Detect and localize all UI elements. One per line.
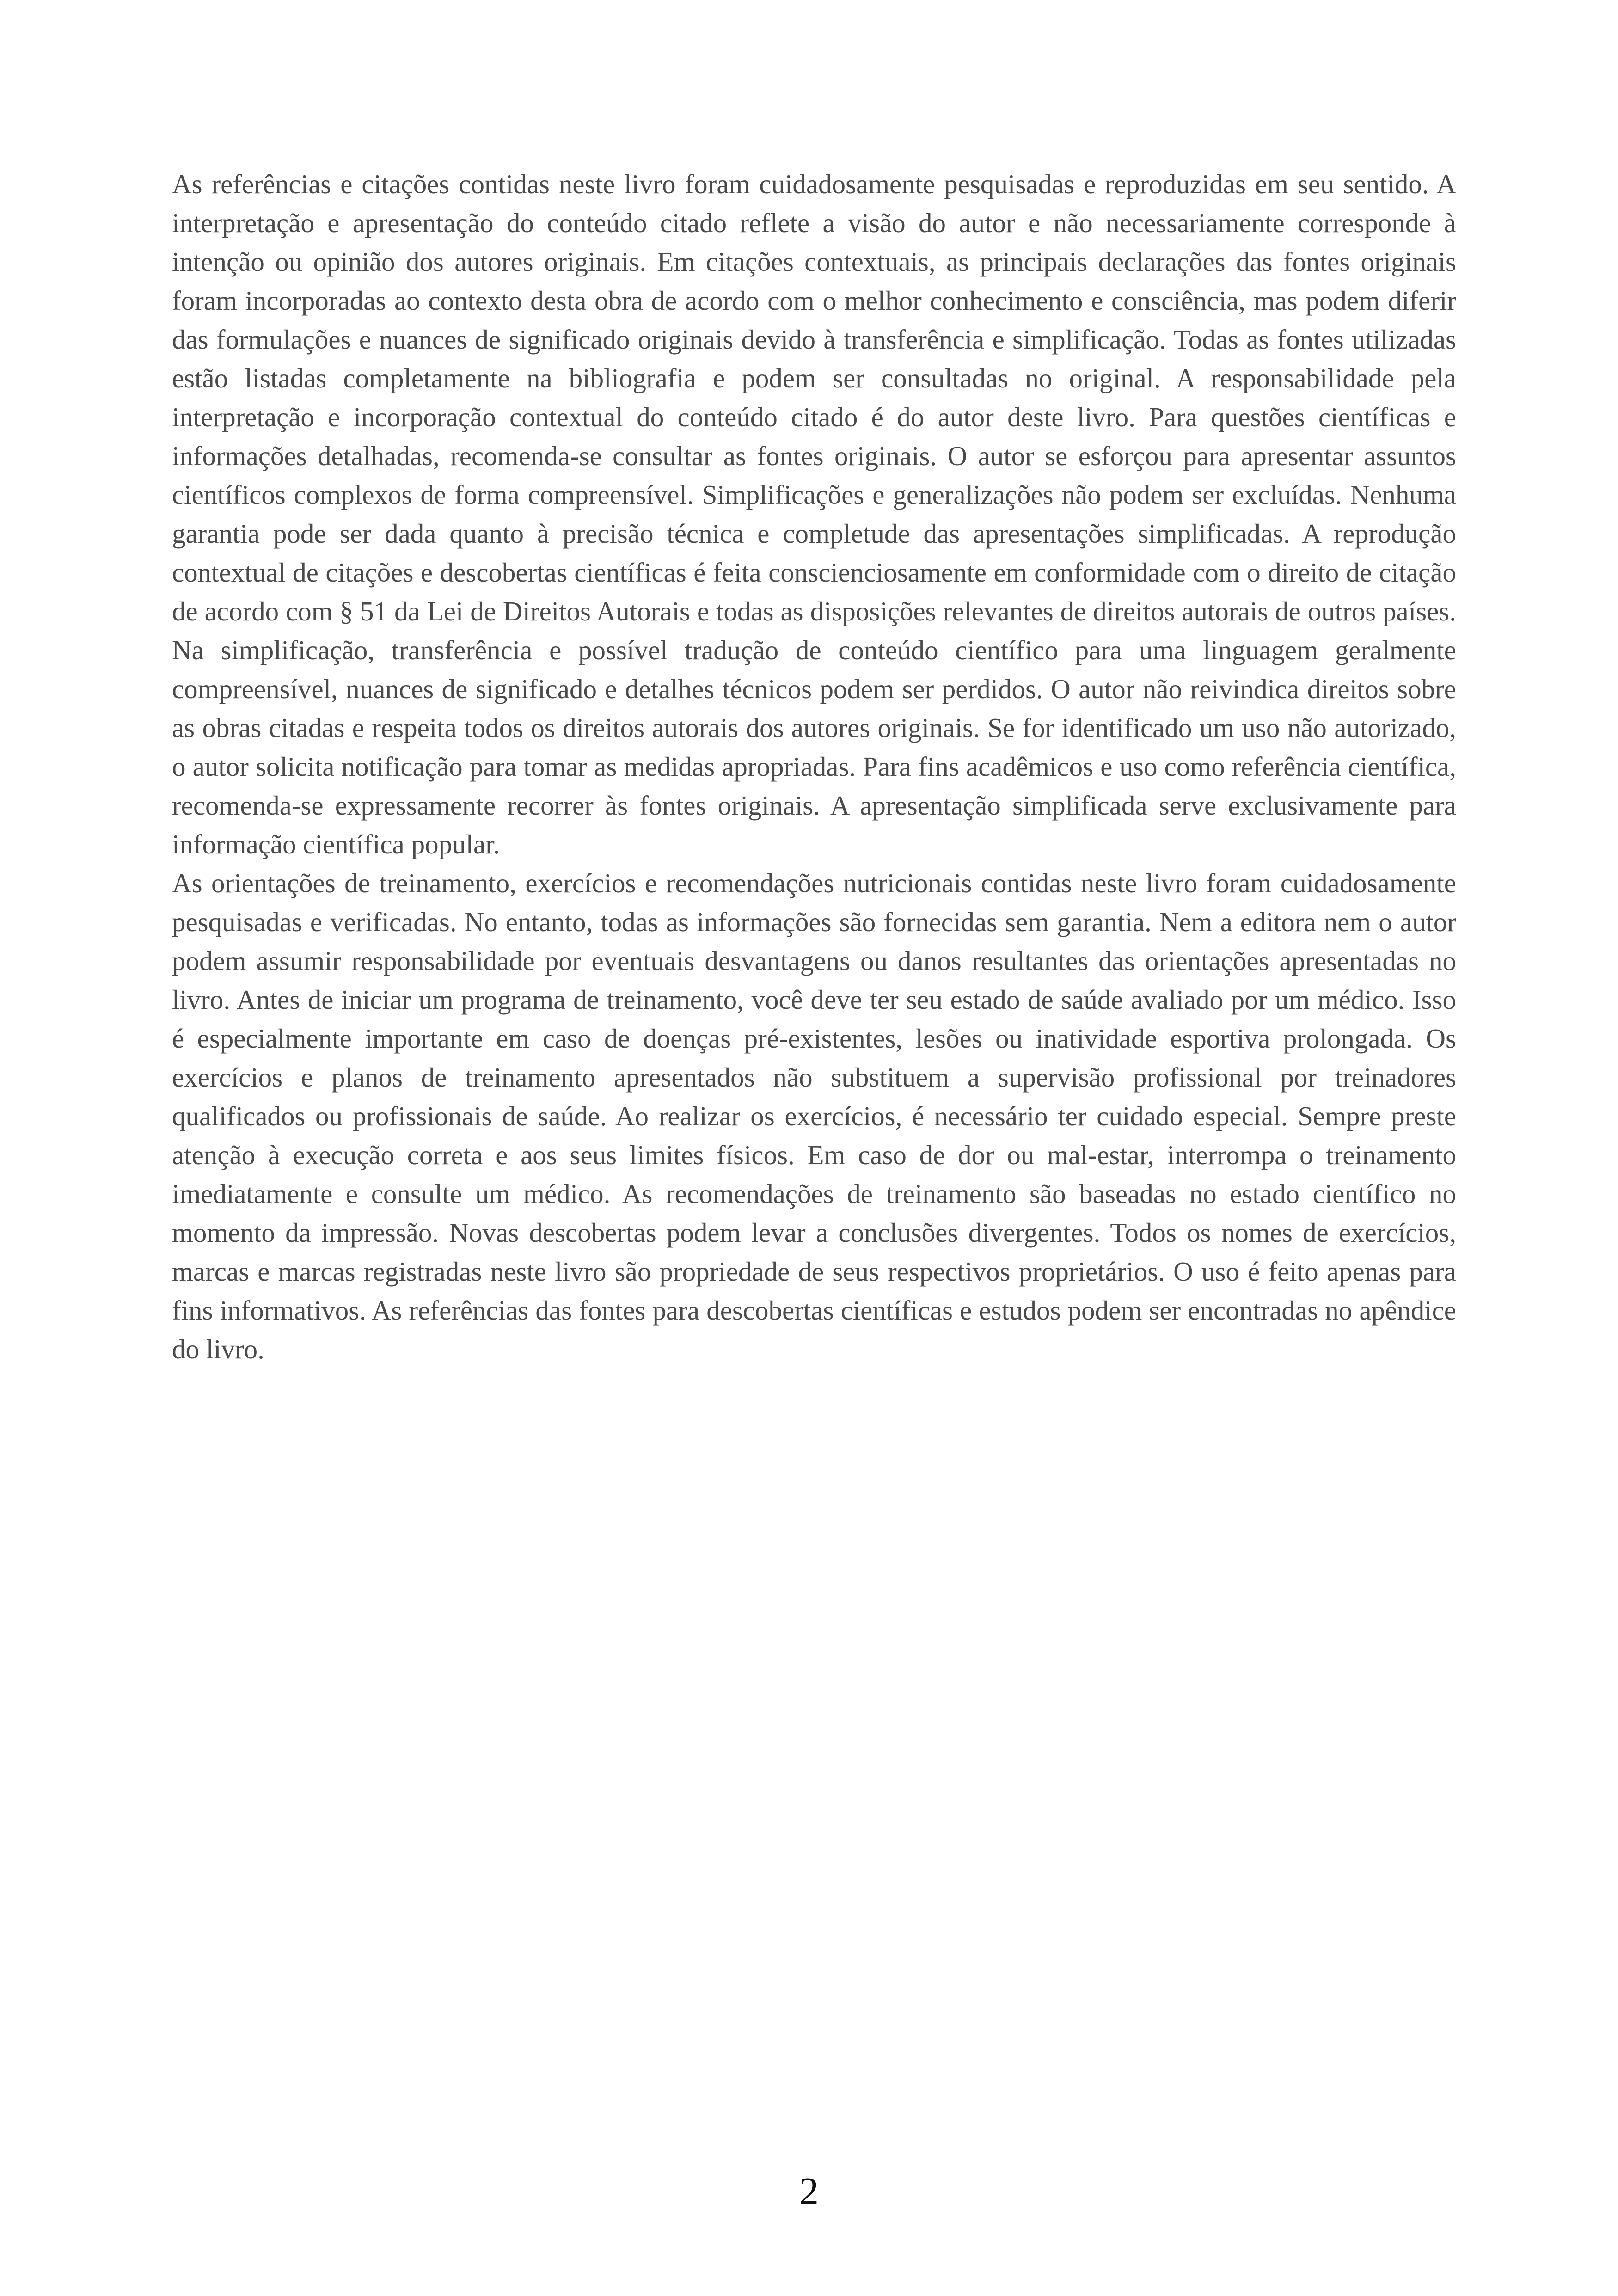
citation-disclaimer-paragraph: As referências e citações contidas neste livro foram cuidadosamente pesquisadas e reproduzidas em seu sentido. A interpretação e apresentação do conteúdo citado reflete a visão do autor e não necessariamente corresponde à intenção ou opinião dos autores originais. Em citações contextuais, as principais declarações das fontes originais foram incorporadas ao contexto desta obra de acordo com o melhor conhecimento e consciência, mas podem diferir das formulações e nuances de significado originais devido à transferência e simplificação. Todas as fontes utilizadas estão listadas completamente na bibliografia e podem ser consultadas no original. A responsabilidade pela interpretação e incorporação contextual do conteúdo citado é do autor deste livro. Para questões científicas e informações detalhadas, recomenda-se consultar as fontes originais. O autor se esforçou para apresentar assuntos científicos complexos de forma compreensível. Simplificações e generalizações não podem ser excluídas. Nenhuma garantia pode ser dada quanto à precisão técnica e completude das apresentações simplificadas. A reprodução contextual de citações e descobertas científicas é feita conscienciosamente em conformidade com o direito de citação de acordo com § 51 da Lei de Direitos Autorais e todas as disposições relevantes de direitos autorais de outros países. Na simplificação, transferência e possível tradução de conteúdo científico para uma linguagem geralmente compreensível, nuances de significado e detalhes técnicos podem ser perdidos. O autor não reivindica direitos sobre as obras citadas e respeita todos os direitos autorais dos autores originais. Se for identificado um uso não autorizado, o autor solicita notificação para tomar as medidas apropriadas. Para fins acadêmicos e uso como referência científica, recomenda-se expressamente recorrer às fontes originais. A apresentação simplificada serve exclusivamente para informação científica popular. <box>172 169 1456 859</box>
page-number: 2 <box>799 2170 819 2213</box>
training-disclaimer-paragraph: As orientações de treinamento, exercícios e recomendações nutricionais contidas neste livro foram cuidadosamente pesquisadas e verificadas. No entanto, todas as informações são fornecidas sem garantia. Nem a editora nem o autor podem assumir responsabilidade por eventuais desvantagens ou danos resultantes das orientações apresentadas no livro. Antes de iniciar um programa de treinamento, você deve ter seu estado de saúde avaliado por um médico. Isso é especialmente importante em caso de doenças pré-existentes, lesões ou inatividade esportiva prolongada. Os exercícios e planos de treinamento apresentados não substituem a supervisão profissional por treinadores qualificados ou profissionais de saúde. Ao realizar os exercícios, é necessário ter cuidado especial. Sempre preste atenção à execução correta e aos seus limites físicos. Em caso de dor ou mal-estar, interrompa o treinamento imediatamente e consulte um médico. As recomendações de treinamento são baseadas no estado científico no momento da impressão. Novas descobertas podem levar a conclusões divergentes. Todos os nomes de exercícios, marcas e marcas registradas neste livro são propriedade de seus respectivos proprietários. O uso é feito apenas para fins informativos. As referências das fontes para descobertas científicas e estudos podem ser encontradas no apêndice do livro. <box>172 868 1456 1364</box>
body-text <box>172 165 1456 1369</box>
